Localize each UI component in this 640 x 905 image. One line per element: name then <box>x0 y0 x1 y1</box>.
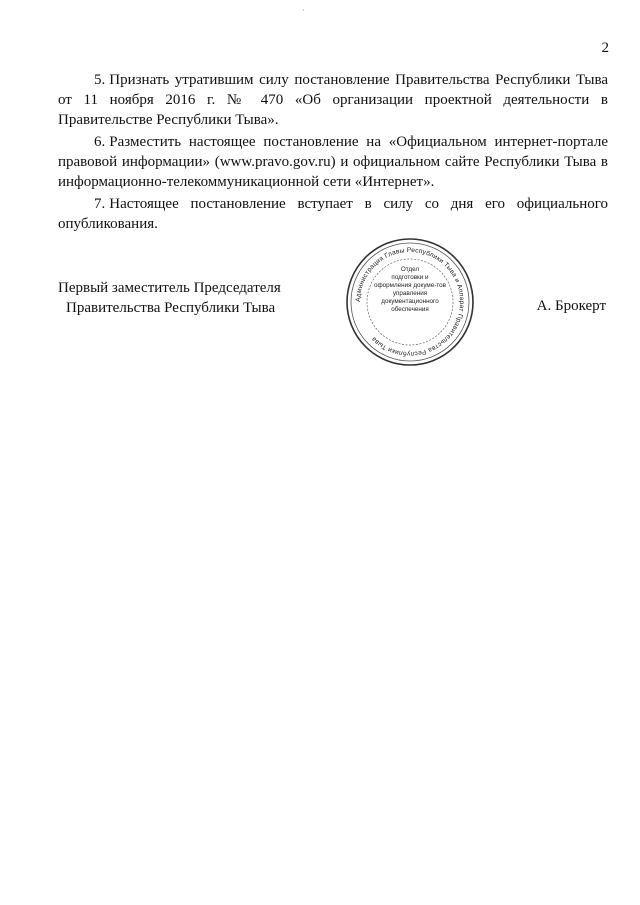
signatory-title <box>58 278 281 318</box>
document-body <box>58 70 608 236</box>
paragraph-5 <box>58 70 608 130</box>
stamp-center-line: Отдел <box>400 266 420 273</box>
paragraph-text: Признать утратившим силу постановление Правительства Республики Тыва от 11 ноября 2016 г. № 470 «Об организации проектной деятельности в Правительстве Республики Тыва». <box>58 72 608 128</box>
paragraph-number: 6. <box>94 134 106 150</box>
paragraph-number: 7. <box>94 196 106 212</box>
stamp-center-line: управления <box>392 290 428 297</box>
signatory-title-line2: Правительства Республики Тыва <box>66 300 276 316</box>
stamp-center-line: подготовки и <box>391 274 429 281</box>
stamp-center-line: обеспечения <box>391 306 429 313</box>
stamp-center-text <box>366 266 454 314</box>
paragraph-7 <box>58 194 608 234</box>
stamp-ring-text: Администрация Главы Республики Тыва и Аппарат Правительства Республики Тыва <box>354 246 466 358</box>
signatory-title-line1: Первый заместитель Председателя <box>58 280 281 296</box>
stamp-center-line: оформления докуме-тов <box>373 282 446 289</box>
paragraph-text: Разместить настоящее постановление на «Официальном интернет-портале правовой информации» (www.pravo.gov.ru) и официальном сайте Республики Тыва в информационно-телекоммуникационной сети «Интернет». <box>58 134 608 190</box>
signatory-name: А. Брокерт <box>536 298 606 314</box>
paragraph-number: 5. <box>94 72 106 88</box>
scan-mark: · <box>302 6 305 15</box>
stamp-center-line: документационного <box>381 298 439 305</box>
official-stamp <box>344 236 476 368</box>
page-number: 2 <box>601 40 609 56</box>
paragraph-text: Настоящее постановление вступает в силу со дня его официального опубликования. <box>58 196 608 232</box>
paragraph-6 <box>58 132 608 192</box>
